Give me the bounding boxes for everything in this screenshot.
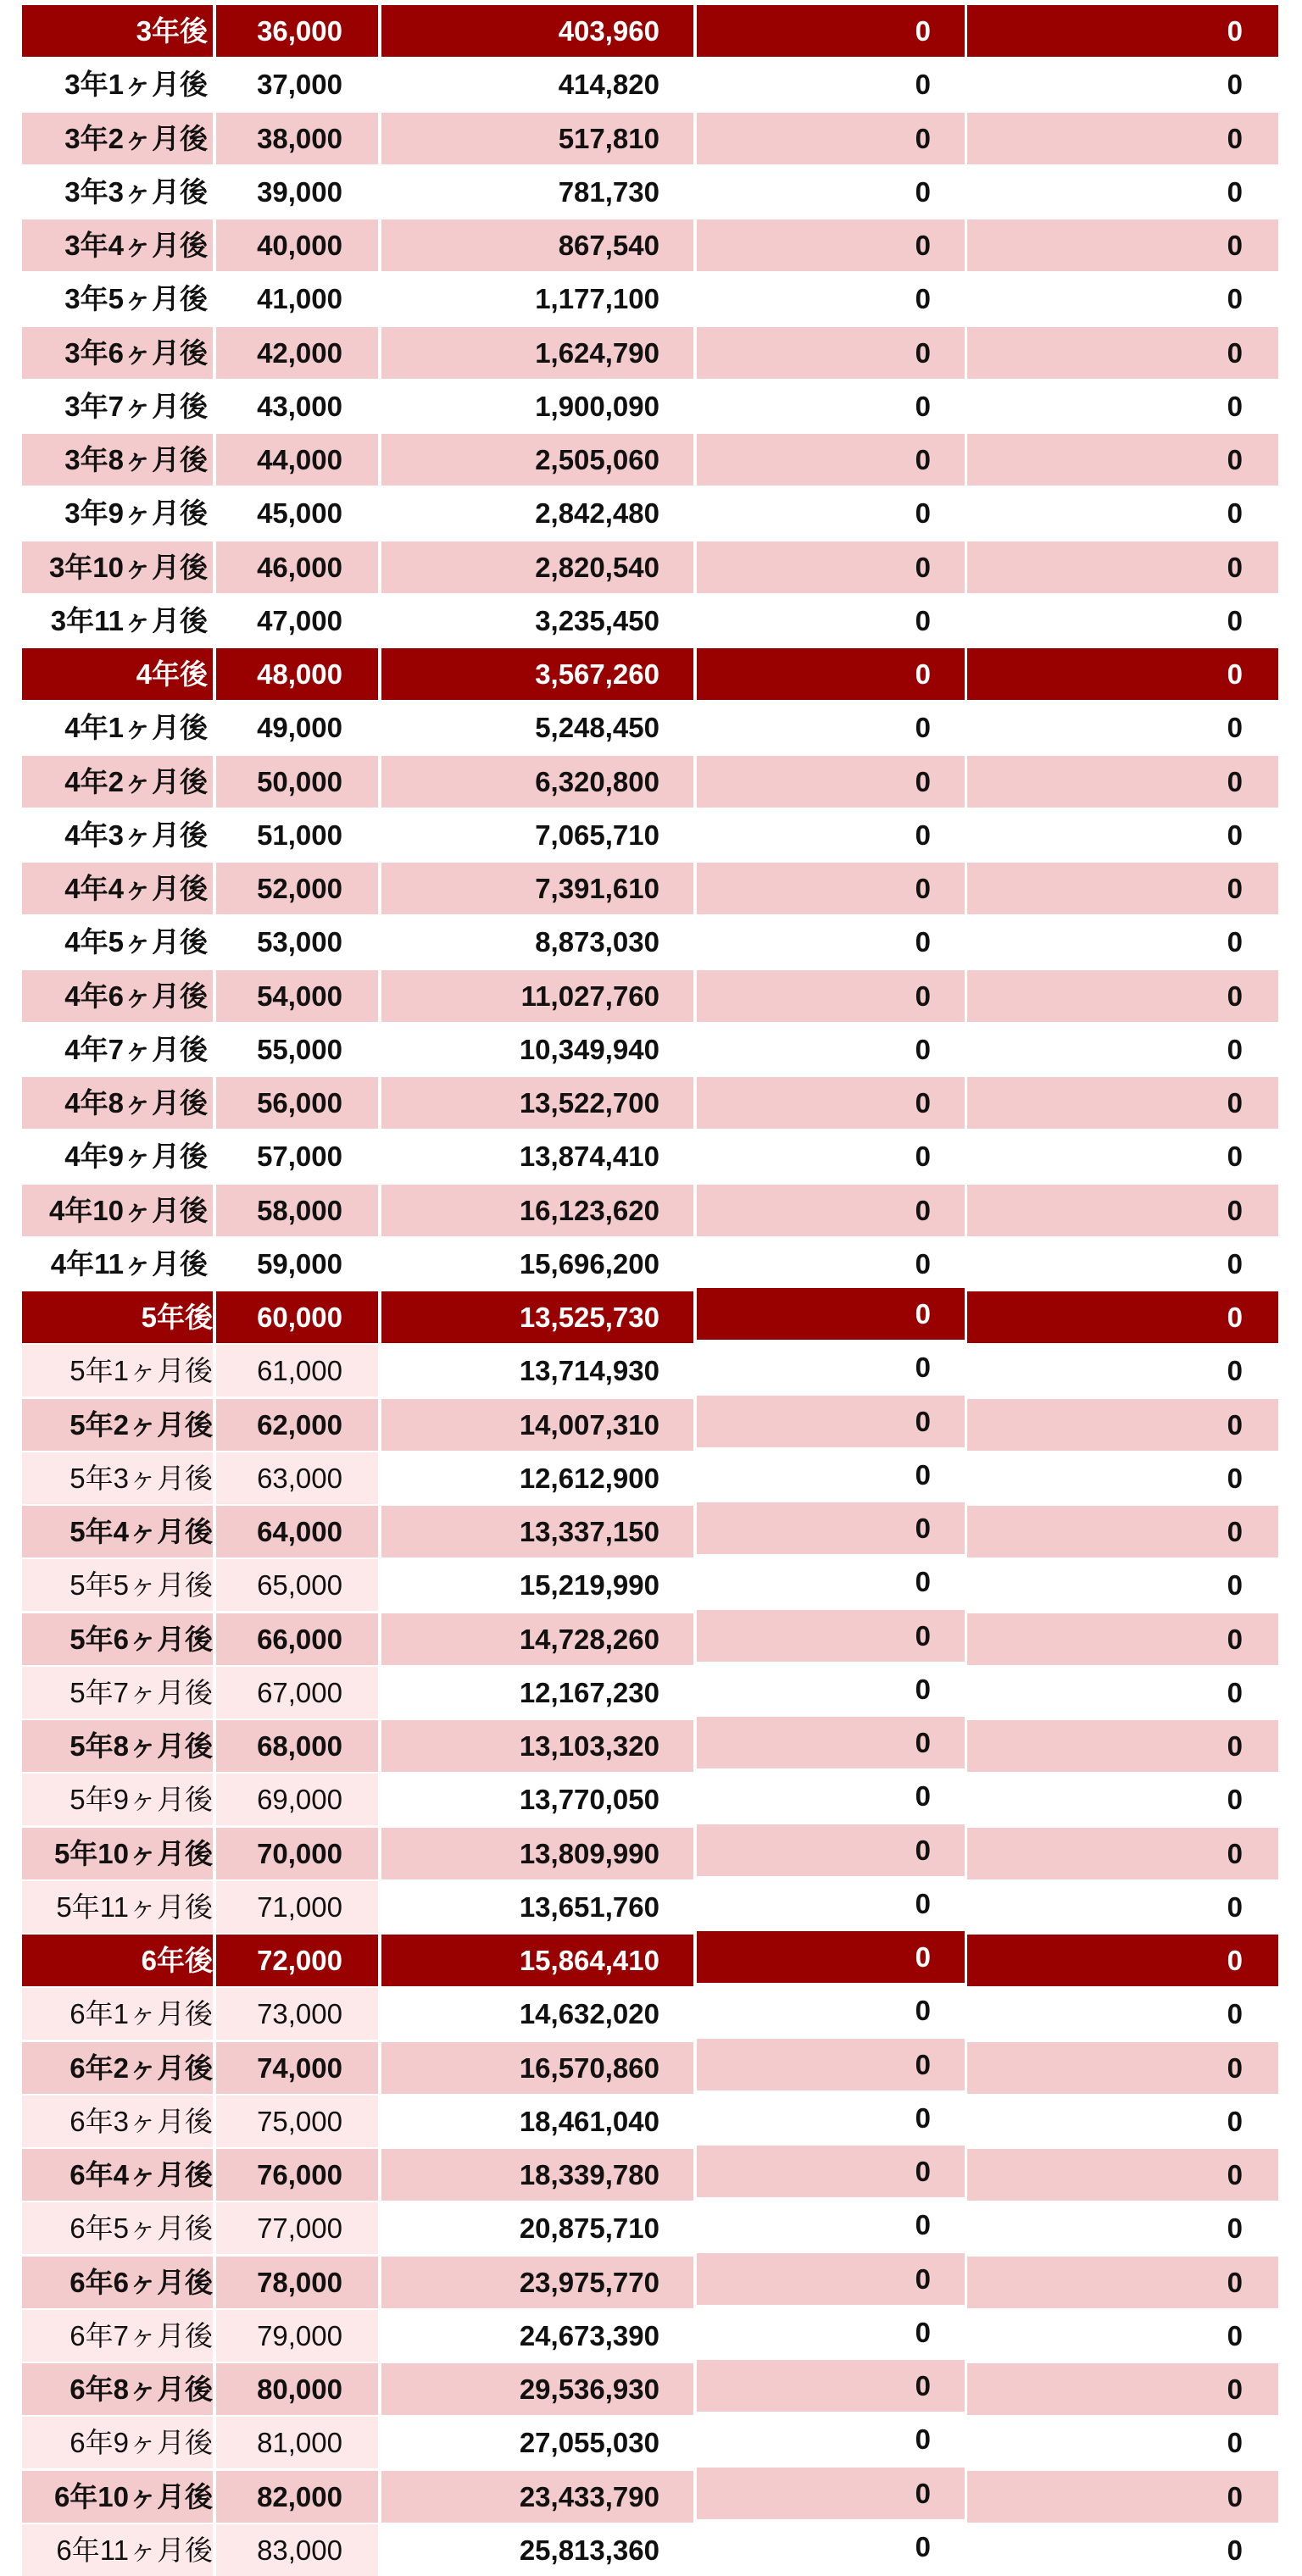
value-cell-2: 48,000 bbox=[216, 648, 378, 700]
value-cell-2: 58,000 bbox=[216, 1185, 378, 1236]
value-cell-5: 0 bbox=[967, 863, 1278, 914]
value-cell-4: 0 bbox=[697, 2307, 965, 2358]
value-cell-3: 13,522,700 bbox=[381, 1077, 693, 1129]
value-cell-4: 0 bbox=[697, 1396, 965, 1447]
table-row bbox=[0, 970, 1302, 1022]
value-cell-3: 20,875,710 bbox=[381, 2202, 693, 2254]
table-row bbox=[0, 1667, 1302, 1718]
period-label-cell: 6年8ヶ月後 bbox=[22, 2363, 213, 2415]
value-cell-3: 1,177,100 bbox=[381, 273, 693, 325]
period-label-cell: 4年9ヶ月後 bbox=[22, 1130, 213, 1182]
year-header-row bbox=[0, 648, 1302, 700]
value-cell-3: 14,632,020 bbox=[381, 1988, 693, 2040]
value-cell-4: 0 bbox=[697, 1077, 965, 1129]
value-cell-2: 60,000 bbox=[216, 1291, 378, 1343]
value-cell-4: 0 bbox=[697, 1238, 965, 1290]
table-row bbox=[0, 380, 1302, 432]
value-cell-3: 18,339,780 bbox=[381, 2149, 693, 2201]
value-cell-2: 67,000 bbox=[216, 1667, 378, 1718]
value-cell-4: 0 bbox=[697, 756, 965, 808]
value-cell-3: 2,842,480 bbox=[381, 487, 693, 539]
value-cell-5: 0 bbox=[967, 166, 1278, 218]
value-cell-3: 12,167,230 bbox=[381, 1667, 693, 1718]
value-cell-5: 0 bbox=[967, 1935, 1278, 1986]
value-cell-4: 0 bbox=[697, 2360, 965, 2412]
value-cell-5: 0 bbox=[967, 2417, 1278, 2468]
value-cell-2: 73,000 bbox=[216, 1988, 378, 2040]
value-cell-2: 49,000 bbox=[216, 702, 378, 753]
value-cell-2: 41,000 bbox=[216, 273, 378, 325]
value-cell-3: 29,536,930 bbox=[381, 2363, 693, 2415]
table-row bbox=[0, 434, 1302, 486]
period-label-cell: 5年3ヶ月後 bbox=[22, 1452, 213, 1504]
value-cell-4: 0 bbox=[697, 1663, 965, 1715]
period-label-cell: 6年3ヶ月後 bbox=[22, 2096, 213, 2147]
period-label-cell: 3年4ヶ月後 bbox=[22, 219, 213, 271]
value-cell-5: 0 bbox=[967, 219, 1278, 271]
table-row bbox=[0, 2363, 1302, 2415]
table-row bbox=[0, 916, 1302, 968]
value-cell-4: 0 bbox=[697, 970, 965, 1022]
period-label-cell: 3年2ヶ月後 bbox=[22, 113, 213, 164]
value-cell-2: 78,000 bbox=[216, 2257, 378, 2308]
period-label-cell: 4年6ヶ月後 bbox=[22, 970, 213, 1022]
period-label-cell: 6年9ヶ月後 bbox=[22, 2417, 213, 2468]
value-cell-4: 0 bbox=[697, 113, 965, 164]
value-cell-5: 0 bbox=[967, 5, 1278, 57]
value-cell-3: 2,820,540 bbox=[381, 541, 693, 593]
value-cell-5: 0 bbox=[967, 756, 1278, 808]
value-cell-5: 0 bbox=[967, 2202, 1278, 2254]
value-cell-4: 0 bbox=[697, 1985, 965, 2036]
value-cell-3: 3,567,260 bbox=[381, 648, 693, 700]
period-label-cell: 5年2ヶ月後 bbox=[22, 1399, 213, 1451]
value-cell-2: 68,000 bbox=[216, 1720, 378, 1772]
value-cell-3: 15,696,200 bbox=[381, 1238, 693, 1290]
value-cell-3: 13,714,930 bbox=[381, 1345, 693, 1396]
value-cell-5: 0 bbox=[967, 2310, 1278, 2362]
period-label-cell: 3年8ヶ月後 bbox=[22, 434, 213, 486]
table-row bbox=[0, 702, 1302, 753]
value-cell-4: 0 bbox=[697, 1556, 965, 1607]
period-label-cell: 4年1ヶ月後 bbox=[22, 702, 213, 753]
value-cell-5: 0 bbox=[967, 1345, 1278, 1396]
value-cell-4: 0 bbox=[697, 2468, 965, 2519]
value-cell-5: 0 bbox=[967, 434, 1278, 486]
table-row bbox=[0, 219, 1302, 271]
table-row bbox=[0, 541, 1302, 593]
value-cell-2: 52,000 bbox=[216, 863, 378, 914]
table-row bbox=[0, 2524, 1302, 2576]
value-cell-3: 18,461,040 bbox=[381, 2096, 693, 2147]
value-cell-4: 0 bbox=[697, 595, 965, 647]
value-cell-5: 0 bbox=[967, 2471, 1278, 2523]
value-cell-4: 0 bbox=[697, 2253, 965, 2305]
value-cell-2: 59,000 bbox=[216, 1238, 378, 1290]
period-label-cell: 5年9ヶ月後 bbox=[22, 1774, 213, 1825]
value-cell-2: 75,000 bbox=[216, 2096, 378, 2147]
value-cell-4: 0 bbox=[697, 1449, 965, 1501]
table-row bbox=[0, 595, 1302, 647]
value-cell-2: 69,000 bbox=[216, 1774, 378, 1825]
value-cell-3: 24,673,390 bbox=[381, 2310, 693, 2362]
table-row bbox=[0, 2417, 1302, 2468]
value-cell-3: 1,624,790 bbox=[381, 327, 693, 379]
value-cell-3: 10,349,940 bbox=[381, 1024, 693, 1075]
value-cell-3: 7,391,610 bbox=[381, 863, 693, 914]
value-cell-4: 0 bbox=[697, 648, 965, 700]
period-label-cell: 5年5ヶ月後 bbox=[22, 1559, 213, 1611]
period-label-cell: 4年7ヶ月後 bbox=[22, 1024, 213, 1075]
value-cell-5: 0 bbox=[967, 970, 1278, 1022]
period-label-cell: 4年後 bbox=[22, 648, 213, 700]
table-row bbox=[0, 327, 1302, 379]
period-label-cell: 3年3ヶ月後 bbox=[22, 166, 213, 218]
value-cell-5: 0 bbox=[967, 273, 1278, 325]
year-header-row bbox=[0, 1935, 1302, 1986]
value-cell-4: 0 bbox=[697, 916, 965, 968]
value-cell-2: 77,000 bbox=[216, 2202, 378, 2254]
value-cell-4: 0 bbox=[697, 327, 965, 379]
value-cell-3: 25,813,360 bbox=[381, 2524, 693, 2576]
table-row bbox=[0, 273, 1302, 325]
value-cell-3: 8,873,030 bbox=[381, 916, 693, 968]
table-row bbox=[0, 2257, 1302, 2308]
value-cell-5: 0 bbox=[967, 1720, 1278, 1772]
period-label-cell: 3年後 bbox=[22, 5, 213, 57]
value-cell-5: 0 bbox=[967, 2042, 1278, 2094]
table-row bbox=[0, 1720, 1302, 1772]
table-row bbox=[0, 2149, 1302, 2201]
period-label-cell: 3年6ヶ月後 bbox=[22, 327, 213, 379]
value-cell-4: 0 bbox=[697, 541, 965, 593]
value-cell-5: 0 bbox=[967, 1024, 1278, 1075]
table-row bbox=[0, 113, 1302, 164]
value-cell-3: 2,505,060 bbox=[381, 434, 693, 486]
table-row bbox=[0, 2042, 1302, 2094]
value-cell-3: 7,065,710 bbox=[381, 809, 693, 861]
value-cell-4: 0 bbox=[697, 1288, 965, 1340]
value-cell-4: 0 bbox=[697, 1770, 965, 1822]
table-row bbox=[0, 1988, 1302, 2040]
value-cell-3: 13,525,730 bbox=[381, 1291, 693, 1343]
value-cell-5: 0 bbox=[967, 113, 1278, 164]
value-cell-3: 13,874,410 bbox=[381, 1130, 693, 1182]
value-cell-3: 13,770,050 bbox=[381, 1774, 693, 1825]
table-row bbox=[0, 1345, 1302, 1396]
value-cell-4: 0 bbox=[697, 1341, 965, 1393]
value-cell-2: 37,000 bbox=[216, 58, 378, 110]
period-label-cell: 3年9ヶ月後 bbox=[22, 487, 213, 539]
table-row bbox=[0, 1130, 1302, 1182]
value-cell-5: 0 bbox=[967, 380, 1278, 432]
value-cell-2: 47,000 bbox=[216, 595, 378, 647]
value-cell-2: 80,000 bbox=[216, 2363, 378, 2415]
value-cell-5: 0 bbox=[967, 648, 1278, 700]
period-label-cell: 3年5ヶ月後 bbox=[22, 273, 213, 325]
value-cell-3: 13,809,990 bbox=[381, 1828, 693, 1879]
value-cell-5: 0 bbox=[967, 1881, 1278, 1933]
value-cell-2: 38,000 bbox=[216, 113, 378, 164]
period-label-cell: 5年11ヶ月後 bbox=[22, 1881, 213, 1933]
value-cell-3: 14,007,310 bbox=[381, 1399, 693, 1451]
table-row bbox=[0, 1774, 1302, 1825]
value-cell-5: 0 bbox=[967, 2096, 1278, 2147]
value-cell-4: 0 bbox=[697, 702, 965, 753]
value-cell-4: 0 bbox=[697, 2521, 965, 2573]
period-label-cell: 5年6ヶ月後 bbox=[22, 1613, 213, 1665]
table-row bbox=[0, 2096, 1302, 2147]
value-cell-3: 15,219,990 bbox=[381, 1559, 693, 1611]
value-cell-2: 46,000 bbox=[216, 541, 378, 593]
value-cell-5: 0 bbox=[967, 327, 1278, 379]
table-row bbox=[0, 1613, 1302, 1665]
value-cell-5: 0 bbox=[967, 1452, 1278, 1504]
value-cell-2: 83,000 bbox=[216, 2524, 378, 2576]
value-cell-4: 0 bbox=[697, 809, 965, 861]
value-cell-5: 0 bbox=[967, 2363, 1278, 2415]
value-cell-5: 0 bbox=[967, 595, 1278, 647]
table-row bbox=[0, 1828, 1302, 1879]
value-cell-5: 0 bbox=[967, 1667, 1278, 1718]
value-cell-4: 0 bbox=[697, 1610, 965, 1662]
value-cell-4: 0 bbox=[697, 2039, 965, 2090]
period-label-cell: 4年2ヶ月後 bbox=[22, 756, 213, 808]
value-cell-4: 0 bbox=[697, 487, 965, 539]
period-label-cell: 4年3ヶ月後 bbox=[22, 809, 213, 861]
value-cell-4: 0 bbox=[697, 1717, 965, 1768]
value-cell-2: 50,000 bbox=[216, 756, 378, 808]
value-cell-2: 70,000 bbox=[216, 1828, 378, 1879]
table-row bbox=[0, 2471, 1302, 2523]
period-label-cell: 5年7ヶ月後 bbox=[22, 1667, 213, 1718]
table-row bbox=[0, 1185, 1302, 1236]
value-cell-4: 0 bbox=[697, 2146, 965, 2197]
period-label-cell: 4年8ヶ月後 bbox=[22, 1077, 213, 1129]
value-cell-4: 0 bbox=[697, 273, 965, 325]
value-cell-2: 79,000 bbox=[216, 2310, 378, 2362]
value-cell-2: 66,000 bbox=[216, 1613, 378, 1665]
value-cell-4: 0 bbox=[697, 5, 965, 57]
value-cell-3: 12,612,900 bbox=[381, 1452, 693, 1504]
value-cell-5: 0 bbox=[967, 1238, 1278, 1290]
value-cell-3: 13,651,760 bbox=[381, 1881, 693, 1933]
table-row bbox=[0, 756, 1302, 808]
table-row bbox=[0, 1024, 1302, 1075]
value-cell-4: 0 bbox=[697, 1931, 965, 1983]
value-cell-4: 0 bbox=[697, 1878, 965, 1929]
period-label-cell: 4年10ヶ月後 bbox=[22, 1185, 213, 1236]
value-cell-2: 53,000 bbox=[216, 916, 378, 968]
period-label-cell: 6年4ヶ月後 bbox=[22, 2149, 213, 2201]
value-cell-2: 76,000 bbox=[216, 2149, 378, 2201]
period-label-cell: 6年7ヶ月後 bbox=[22, 2310, 213, 2362]
table-row bbox=[0, 1506, 1302, 1557]
period-label-cell: 6年後 bbox=[22, 1935, 213, 1986]
value-cell-4: 0 bbox=[697, 863, 965, 914]
value-cell-3: 517,810 bbox=[381, 113, 693, 164]
table-row bbox=[0, 809, 1302, 861]
value-cell-2: 82,000 bbox=[216, 2471, 378, 2523]
value-cell-3: 13,103,320 bbox=[381, 1720, 693, 1772]
table-row bbox=[0, 863, 1302, 914]
value-cell-5: 0 bbox=[967, 809, 1278, 861]
value-cell-2: 44,000 bbox=[216, 434, 378, 486]
value-cell-5: 0 bbox=[967, 541, 1278, 593]
value-cell-4: 0 bbox=[697, 1024, 965, 1075]
value-cell-5: 0 bbox=[967, 1559, 1278, 1611]
table-row bbox=[0, 1077, 1302, 1129]
value-cell-2: 40,000 bbox=[216, 219, 378, 271]
value-cell-5: 0 bbox=[967, 1077, 1278, 1129]
period-label-cell: 5年4ヶ月後 bbox=[22, 1506, 213, 1557]
period-label-cell: 3年7ヶ月後 bbox=[22, 380, 213, 432]
value-cell-3: 15,864,410 bbox=[381, 1935, 693, 1986]
value-cell-3: 27,055,030 bbox=[381, 2417, 693, 2468]
value-cell-3: 16,123,620 bbox=[381, 1185, 693, 1236]
value-cell-2: 39,000 bbox=[216, 166, 378, 218]
value-cell-2: 62,000 bbox=[216, 1399, 378, 1451]
value-cell-2: 57,000 bbox=[216, 1130, 378, 1182]
value-cell-2: 56,000 bbox=[216, 1077, 378, 1129]
value-cell-5: 0 bbox=[967, 1130, 1278, 1182]
value-cell-2: 61,000 bbox=[216, 1345, 378, 1396]
value-cell-5: 0 bbox=[967, 58, 1278, 110]
period-label-cell: 4年4ヶ月後 bbox=[22, 863, 213, 914]
year-header-row bbox=[0, 1291, 1302, 1343]
value-cell-3: 414,820 bbox=[381, 58, 693, 110]
value-cell-4: 0 bbox=[697, 1185, 965, 1236]
value-cell-4: 0 bbox=[697, 1502, 965, 1554]
value-cell-5: 0 bbox=[967, 1613, 1278, 1665]
value-cell-3: 5,248,450 bbox=[381, 702, 693, 753]
value-cell-4: 0 bbox=[697, 2199, 965, 2251]
value-cell-5: 0 bbox=[967, 2524, 1278, 2576]
table-row bbox=[0, 166, 1302, 218]
period-label-cell: 5年10ヶ月後 bbox=[22, 1828, 213, 1879]
value-cell-5: 0 bbox=[967, 2149, 1278, 2201]
value-cell-4: 0 bbox=[697, 1130, 965, 1182]
value-cell-5: 0 bbox=[967, 487, 1278, 539]
period-label-cell: 6年2ヶ月後 bbox=[22, 2042, 213, 2094]
period-label-cell: 4年5ヶ月後 bbox=[22, 916, 213, 968]
table-row bbox=[0, 2310, 1302, 2362]
value-cell-3: 13,337,150 bbox=[381, 1506, 693, 1557]
value-cell-2: 64,000 bbox=[216, 1506, 378, 1557]
value-cell-2: 71,000 bbox=[216, 1881, 378, 1933]
value-cell-3: 23,433,790 bbox=[381, 2471, 693, 2523]
value-cell-5: 0 bbox=[967, 702, 1278, 753]
value-cell-5: 0 bbox=[967, 1185, 1278, 1236]
value-cell-2: 42,000 bbox=[216, 327, 378, 379]
value-cell-5: 0 bbox=[967, 1988, 1278, 2040]
value-cell-4: 0 bbox=[697, 1824, 965, 1876]
table-row bbox=[0, 58, 1302, 110]
value-cell-4: 0 bbox=[697, 380, 965, 432]
period-label-cell: 3年10ヶ月後 bbox=[22, 541, 213, 593]
table-row bbox=[0, 1399, 1302, 1451]
value-cell-4: 0 bbox=[697, 166, 965, 218]
value-cell-2: 36,000 bbox=[216, 5, 378, 57]
table-row bbox=[0, 2202, 1302, 2254]
value-cell-3: 23,975,770 bbox=[381, 2257, 693, 2308]
value-cell-3: 14,728,260 bbox=[381, 1613, 693, 1665]
table-row bbox=[0, 487, 1302, 539]
value-cell-5: 0 bbox=[967, 1399, 1278, 1451]
value-cell-5: 0 bbox=[967, 1291, 1278, 1343]
value-cell-2: 54,000 bbox=[216, 970, 378, 1022]
value-cell-5: 0 bbox=[967, 1506, 1278, 1557]
value-cell-4: 0 bbox=[697, 2092, 965, 2144]
value-cell-3: 6,320,800 bbox=[381, 756, 693, 808]
value-cell-5: 0 bbox=[967, 1774, 1278, 1825]
value-cell-3: 867,540 bbox=[381, 219, 693, 271]
period-label-cell: 6年1ヶ月後 bbox=[22, 1988, 213, 2040]
period-label-cell: 3年1ヶ月後 bbox=[22, 58, 213, 110]
value-cell-2: 63,000 bbox=[216, 1452, 378, 1504]
value-cell-2: 51,000 bbox=[216, 809, 378, 861]
value-cell-5: 0 bbox=[967, 916, 1278, 968]
value-cell-2: 43,000 bbox=[216, 380, 378, 432]
value-cell-3: 1,900,090 bbox=[381, 380, 693, 432]
value-cell-2: 81,000 bbox=[216, 2417, 378, 2468]
period-label-cell: 6年5ヶ月後 bbox=[22, 2202, 213, 2254]
value-cell-3: 11,027,760 bbox=[381, 970, 693, 1022]
table-row bbox=[0, 1881, 1302, 1933]
value-cell-2: 55,000 bbox=[216, 1024, 378, 1075]
value-cell-2: 72,000 bbox=[216, 1935, 378, 1986]
value-cell-2: 45,000 bbox=[216, 487, 378, 539]
value-cell-3: 781,730 bbox=[381, 166, 693, 218]
value-cell-5: 0 bbox=[967, 1828, 1278, 1879]
period-label-cell: 6年11ヶ月後 bbox=[22, 2524, 213, 2576]
value-cell-3: 403,960 bbox=[381, 5, 693, 57]
table-row bbox=[0, 1238, 1302, 1290]
period-label-cell: 5年1ヶ月後 bbox=[22, 1345, 213, 1396]
value-cell-4: 0 bbox=[697, 434, 965, 486]
table-row bbox=[0, 1452, 1302, 1504]
period-label-cell: 5年8ヶ月後 bbox=[22, 1720, 213, 1772]
year-header-row bbox=[0, 5, 1302, 57]
period-label-cell: 6年10ヶ月後 bbox=[22, 2471, 213, 2523]
table-row bbox=[0, 1559, 1302, 1611]
value-cell-3: 16,570,860 bbox=[381, 2042, 693, 2094]
value-cell-5: 0 bbox=[967, 2257, 1278, 2308]
value-cell-4: 0 bbox=[697, 219, 965, 271]
value-cell-2: 74,000 bbox=[216, 2042, 378, 2094]
value-cell-2: 65,000 bbox=[216, 1559, 378, 1611]
period-label-cell: 3年11ヶ月後 bbox=[22, 595, 213, 647]
period-label-cell: 5年後 bbox=[22, 1291, 213, 1343]
value-cell-4: 0 bbox=[697, 2413, 965, 2465]
value-cell-3: 3,235,450 bbox=[381, 595, 693, 647]
value-cell-4: 0 bbox=[697, 58, 965, 110]
period-label-cell: 4年11ヶ月後 bbox=[22, 1238, 213, 1290]
period-label-cell: 6年6ヶ月後 bbox=[22, 2257, 213, 2308]
